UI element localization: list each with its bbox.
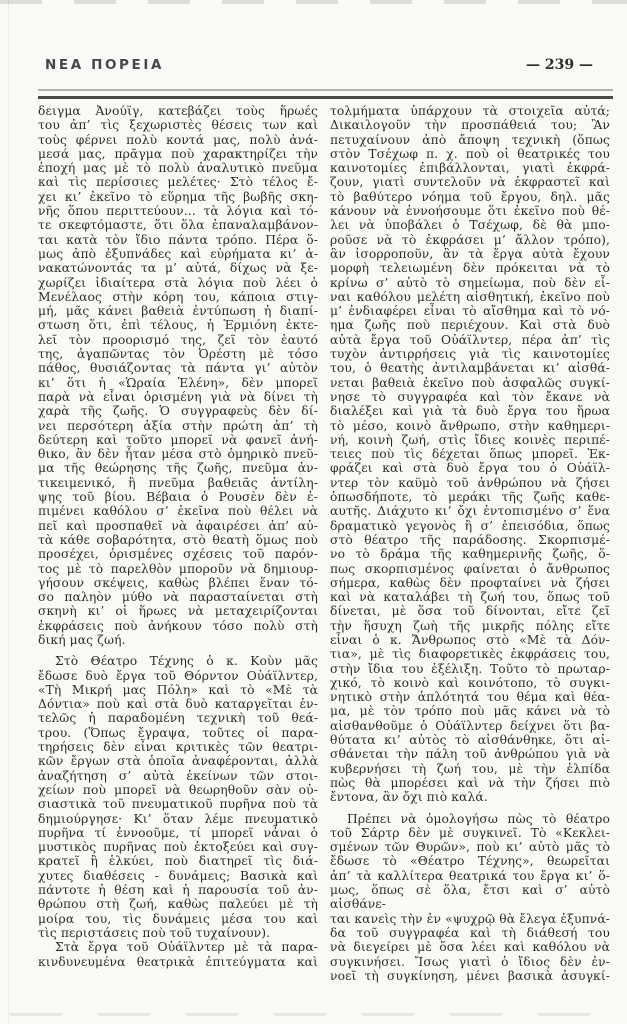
text-line: ἐποχή μας μὲ τὸ πολὺ ἀναλυτικὸ πνεῦμα [38,161,318,176]
text-line: κρίνω σ’ αὐτὸ τὸ σημείωμα, ποὺ δὲν εἶ- [330,275,610,290]
text-line: τος μὲ τὸ παρελθὸν μποροῦν νὰ δημιουρ- [38,561,318,576]
text-line: ζουν, γιατὶ συντελοῦν νὰ ἐκφραστεῖ καὶ [330,175,610,190]
text-line: δραματικὸ γεγονὸς ἢ σ’ ἐπεισόδια, ὅπως [330,518,610,533]
text-line: πιμένει καθόλου σ’ ἐκεῖνα ποὺ θέλει νὰ [38,504,318,519]
left-column [38,104,318,983]
page-header [45,57,593,73]
text-line: μοίρα του, τὶς δυνάμεις μέσα του καὶ [38,911,318,926]
text-line: εἶναι ὁ κ. Ἄνθρωπος στὸ «Μὲ τὰ Δόν- [330,632,610,647]
text-line: μα τῆς θεώρησης τῆς ζωῆς, πνεῦμα ἀν- [38,461,318,476]
text-line: τολμήματα ὑπάρχουν τὰ στοιχεῖα αὐτά; [330,104,610,118]
text-line: μως ἀπὸ ἐξυπνάδες καὶ εὑρήματα κι’ ἀ- [38,246,318,261]
scan-edge-artifact-left [8,0,9,1024]
text-line: χυτες διαθέσεις - δυνάμεις; Βασικὰ καὶ [38,868,318,883]
text-line: δική μας ζωή. [38,632,126,647]
text-line: «Τὴ Μικρή μας Πόλη» καὶ τὸ «Μὲ τὰ [38,682,318,697]
text-line: τικειμενικό, ἢ πνεῦμα βαθειᾶς ἀντίλη- [38,475,318,490]
paragraph [330,104,610,805]
text-line: σήμερα, καθὼς δὲν προφταίνει νὰ ζήσει [330,575,610,590]
text-line: ται κανεὶς τὴν ἐν «ψυχρῷ θὰ ἔλεγα ἐξυπνά- [330,911,610,926]
magazine-title: ΝΕΑ ΠΟΡΕΙΑ [45,57,165,73]
text-line: Δικαιλογοῦν τὴν προσπάθειά του; Ἂν [330,118,610,133]
text-line: πυρῆνα τί ἐννοοῦμε, τί μπορεῖ νἆναι ὁ [38,825,318,840]
text-line: συγκινήσει. Ἴσως γιατὶ ὁ ἴδιος δὲν ἐν- [330,954,610,969]
text-line: πως σκορπισμένος φαίνεται ὁ ἄνθρωπος [330,561,610,576]
text-line: σθάνεται τὴν πάλη τοῦ ἀνθρώπου γιὰ νὰ [330,747,610,762]
text-line: στωση ὅτι, ἐπὶ τέλους, ἡ Ἑρμιόνη ἐκτε- [38,318,318,333]
text-line: ὁπωσδήποτε, τὸ μεράκι τῆς ζωῆς καθε- [330,490,610,505]
text-line: δεύτερη καὶ τοῦτο μπορεῖ νὰ φανεῖ ἀνή- [38,432,318,447]
text-line: ἔντονα, ἂν ὄχι πιὸ καλά. [330,790,488,805]
text-line: καινοτομίες ἐπιβάλλονται, γιατὶ ἐκφρά- [330,161,610,176]
text-line: φράζει καὶ στὰ δυὸ ἔργα του ὁ Οὐάϊλ- [330,461,610,476]
text-line: Στὸ Θέατρο Τέχνης ὁ κ. Κοὺν μᾶς [55,654,318,669]
text-line: αὐτὰ ἔργα τοῦ Οὐάϊλντερ, πέρα ἀπ’ τὶς [330,332,610,347]
text-line: πετυχαίνουν ἀπὸ ἄποψη τεχνικὴ (ὅπως [330,132,610,147]
text-line: στὸν Τσέχωφ π. χ. ποὺ οἱ θεατρικές του [330,146,610,161]
text-line: ται κατὰ τὸν ἴδιο πάντα τρόπο. Πέρα ὅ- [38,232,318,247]
text-line: ημα ζωῆς ποὺ περιέχουν. Καὶ στὰ δυὸ [330,318,610,333]
text-line: κρατεῖ ἢ ἑλκύει, ποὺ διατηρεῖ τὶς διά- [38,854,318,869]
text-line: Στὰ ἔργα τοῦ Οὐάϊλντερ μὲ τὰ παρα- [55,940,318,955]
text-line: νει περσότερη ἀξία στὴν πρώτη ἀπ’ τὴ [38,418,318,433]
text-line: τοὺς φέρνει πολὺ κοντά μας, πολὺ ἀνά- [38,132,318,147]
text-line: νή, κοινὴ ζωή, στὶς ἴδιες κοινὲς περιπέ- [330,432,610,447]
text-line: τειες ποὺ τὶς δέχεται ὅπως μπορεῖ. Ἐκ- [330,447,610,462]
text-line: νητικὸ στὴν ἁπλότητά του θέμα καὶ θέα- [330,690,610,705]
text-line: νο τὸ δράμα τῆς καθημερινῆς ζωῆς, ὅ- [330,547,610,562]
text-line: δειγμα Ἀνούϊγ, κατεβάζει τοὺς ἥρωές [38,104,318,118]
text-line: θικο, ἂν δὲν ἦταν μέσα στὸ ὁμηρικὸ πνεῦ- [38,447,318,462]
text-line: γήσουν σκέψεις, καθὼς βλέπει ἕναν τό- [38,575,318,590]
text-line: Δόντια» ποὺ καὶ στὰ δυὸ καταργεῖται ἐν- [38,697,318,712]
scan-edge-artifact-bottom [10,1013,617,1016]
text-line: λεῖ τὸν προορισμό της, ζεῖ τὸν ἑαυτό [38,332,318,347]
text-line: του ἀπ’ τὶς ξεχωριστὲς θέσεις των καὶ [38,118,318,133]
text-line: τελῶς ἡ παραδομένη τεχνικὴ τοῦ θεά- [38,711,318,726]
text-line: καὶ νὰ καταλάβει τὴ ζωή του, ὅπως τοῦ [330,590,610,605]
text-line: μή, μᾶς κάνει βαθειὰ ἐντύπωση ἡ διαπί- [38,304,318,319]
page-number: — 239 — [526,57,593,73]
text-line: ψης τοῦ βίου. Βέβαια ὁ Ρουσὲν δὲν ἐ- [38,490,318,505]
text-line: τηρήσεις δὲν εἶναι κριτικὲς τῶν θεατρι- [38,740,318,755]
text-line: κινδυνευμένα θεατρικὰ ἐπιτεύγματα καὶ [38,954,318,969]
text-line: κυβερνήσει τὴ ζωή του, μὲ τὴν ἐλπίδα [330,761,610,776]
text-line: σιαστικὰ τοῦ πνευματικοῦ πυρῆνα ποὺ τὰ [38,797,318,812]
text-line: μεσά μας, πρᾶγμα ποὺ χαρακτηρίζει τὴν [38,146,318,161]
text-line: τὶς περιστάσεις ποὺ τοῦ τυχαίνουν). [38,925,271,940]
text-line: σκηνὴ κι’ οἱ ἥρωες νὰ μεταχειρίζονται [38,604,318,619]
text-line: σο παληὸν μύθο νὰ παρασταίνεται στὴ [38,590,318,605]
text-line: χωρίζει ἰδιαίτερα στὰ λόγια ποὺ λέει ὁ [38,275,318,290]
text-line: ἔδωσε τὸ «Θέατρο Τέχνης», θεωρεῖται [330,854,610,869]
text-line: ροῦσε νὰ τὸ ἐκφράσει μ’ ἄλλον τρόπο), [330,232,610,247]
text-line: μυστικὸς πυρῆνας ποὺ ἐκτοξεύει καὶ συγ- [38,840,318,855]
text-line: τὸ βαθύτερο νόημα τοῦ ἔργου, δηλ. μᾶς [330,189,610,204]
text-line: Πρέπει νὰ ὁμολογήσω πὼς τὸ θέατρο [347,811,610,826]
text-line: μορφὴ τελειωμένη δὲν πρόκειται νὰ τὸ [330,261,610,276]
text-line: κι’ ὅτι ἡ «Ὡραία Ἑλένη», δὲν μπορεῖ [38,375,318,390]
text-line: τὰ κάθε σοβαρότητα, στὸ θεατὴ ὅμως ποὺ [38,532,318,547]
text-line: καὶ τὶς περίσσιες μελέτες· Στὸ τέλος ἔ- [38,175,318,190]
text-line: σμένων τῶν Θυρῶν», ποὺ κι’ αὐτὸ μᾶς τὸ [330,840,610,855]
text-line: τυχὸν ἀντιρρήσεις γιὰ τὶς καινοτομίες [330,347,610,362]
text-line: ἂν ἰσορροποῦν, ἂν τὰ ἔργα αὐτὰ ἔχουν [330,246,610,261]
text-line: της, ἀγαπῶντας τὸν Ὀρέστη μὲ τόσο [38,347,318,362]
text-line: χει κι’ ἐκεῖνο τὸ εὕρημα τῆς βωβῆς σκη- [38,189,318,204]
text-line: νησε τὸ συγγραφέα καὶ τὸν ἔκανε νὰ [330,389,610,404]
text-line: δα τοῦ συγγραφέα καὶ τὴ διάθεσή του [330,925,610,940]
text-line: ναι καθόλου μελέτη αἰσθητική, ἐκεῖνο ποὺ [330,289,610,304]
text-line: πάντοτε ἡ θέση καὶ ἡ παρουσία τοῦ ἀν- [38,883,318,898]
text-line: ἔδωσε δυὸ ἔργα τοῦ Θόρντον Οὐάϊλντερ, [38,668,318,683]
text-line: του, ὁ θεατὴς ἀντιλαμβάνεται κι’ αἰσθά- [330,361,610,376]
text-line: θρώπου στὴ ζωή, καθὼς παλεύει μὲ τὴ [38,897,318,912]
text-line: χείων ποὺ μπορεῖ νὰ θεωρηθοῦν σὰν οὐ- [38,782,318,797]
text-line: ἐκφράσεις ποὺ ἀνήκουν τόσο πολὺ στὴ [38,618,318,633]
text-line: αἰσθανθοῦμε ὁ Οὐάϊλντερ δείχνει ὅτι βα- [330,718,610,733]
text-line: δίνεται, μὲ ὅσα τοῦ δίνονται, εἴτε ζεῖ [330,604,610,619]
text-line: μως, ὅπως σὲ ὅλα, ἔτσι καὶ σ’ αὐτὸ αἰσθάνε- [330,883,610,912]
text-line: μ’ ἐνδιαφέρει εἶναι τὸ αἴσθημα καὶ τὸ νό- [330,304,610,319]
text-line: νὰ διεγείρει μὲ ὅσα λέει καὶ καθόλου νὰ [330,940,610,955]
text-line: ντερ τὸν καϋμὸ τοῦ ἀνθρώπου νὰ ζήσει [330,475,610,490]
text-line: πὼς θὰ μπορέσει καὶ νὰ τὴν ζήσει πιὸ [330,775,610,790]
text-line: στὴν ἴδια του ἐξέλιξη. Τοῦτο τὸ πρωταρ- [330,661,610,676]
paragraph [38,940,318,969]
text-line: κάνουν νὰ ἐννοήσουμε ὅτι ἐκεῖνο ποὺ θέ- [330,204,610,219]
text-line: τρου. (Ὅπως ἔγραψα, τοῦτες οἱ παρα- [38,725,318,740]
text-line: τια», μὲ τὶς διαφορετικὲς ἐκφράσεις του, [330,647,610,662]
text-line: τὸ μέσο, κοινὸ ἄνθρωπο, στὴν καθημερι- [330,418,610,433]
text-line: νῆς ὅπου περιττεύουν... τὰ λόγια καὶ τό- [38,204,318,219]
text-line: πεῖ καὶ προσπαθεῖ νὰ ἀφαιρέσει ἀπ’ αὐ- [38,518,318,533]
text-line: πάθος, θυσιάζοντας τὰ πάντα γι’ αὐτὸν [38,361,318,376]
header-rule [38,89,613,99]
text-line: τοῦ Σάρτρ δὲν μὲ συγκινεῖ. Τὸ «Κεκλει- [330,825,610,840]
text-line: διαλέξει καὶ γιὰ τὰ δυὸ ἔργα του ἥρωα [330,404,610,419]
text-line: τὴν ἥσυχη ζωὴ τῆς μικρῆς πόλης εἴτε [330,618,610,633]
text-line: νακατώνοντάς τα μ’ αὐτά, δίχως νὰ ξε- [38,261,318,276]
text-line: αυτῆς. Διάχυτο κι’ ὄχι ἐντοπισμένο σ’ ἕνα [330,504,610,519]
right-column [330,104,610,983]
text-line: χικό, τὸ κοινὸ καὶ κοινότοπο, τὸ συγκι- [330,675,610,690]
text-line: θύτατα κι’ αὐτὸς τὸ αἰσθάνθηκε, ὅτι αἰ- [330,733,610,748]
scan-edge-artifact-top [0,0,627,4]
text-line: ἀναζήτηση σ’ αὐτὰ ἐκείνων τῶν στοι- [38,768,318,783]
text-line: τε σκεφτόμαστε, ὅτι ὅλα ἐπαναλαμβάνον- [38,218,318,233]
text-line: ἀπ’ τὰ καλλίτερα θεατρικά του ἔργα κι’ ὅ- [330,868,610,883]
text-line: χαρὰ τῆς ζωῆς. Ὁ συγγραφεὺς δὲν δί- [38,404,318,419]
paragraph [38,104,318,647]
text-line: προσέχει, ὁρισμένες σχέσεις τοῦ παρόν- [38,547,318,562]
text-line: παρὰ νὰ εἶναι ὁρισμένη γιὰ νὰ δίνει τὴ [38,389,318,404]
text-line: νεται βαθειὰ ἐκεῖνο ποὺ ἀσφαλῶς συγκί- [330,375,610,390]
paragraph [38,654,318,940]
text-line: Μενέλαος στὴν κόρη του, κάποια στιγ- [38,289,318,304]
text-line: λει νὰ ὑποβάλει ὁ Τσέχωφ, δὲ θὰ μπο- [330,218,610,233]
text-line: μα, μὲ τὸν τρόπο ποὺ μᾶς κάνει νὰ τὸ [330,704,610,719]
text-columns [38,104,610,983]
text-line: νοεῖ τὴ συγκίνηση, μένει βασικὰ ἀσυγκί- [330,968,610,983]
text-line: κῶν ἔργων στὰ ὁποῖα ἀναφέρονται, ἀλλὰ [38,754,318,769]
text-line: δημιούργησε· Κι’ ὅταν λέμε πνευματικὸ [38,811,318,826]
paragraph [330,812,610,984]
text-line: στὸ θέατρο τῆς παράδοσης. Σκορπισμέ- [330,532,610,547]
